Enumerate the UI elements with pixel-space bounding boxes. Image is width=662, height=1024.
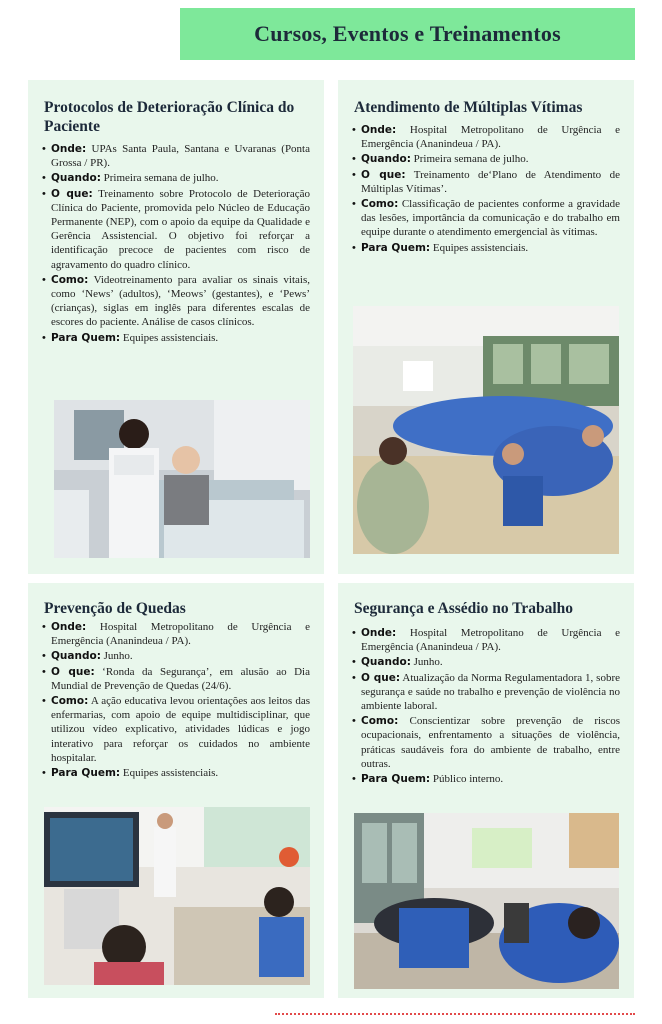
photo-children-game — [44, 807, 310, 985]
list-item: • O que: ‘Ronda da Segurança’, em alusão ao Dia Mundial de Prevenção de Quedas (24/6). — [42, 665, 310, 693]
photo-auditorium — [354, 813, 619, 989]
card-list — [352, 626, 620, 786]
list-item: • Como: A ação educativa levou orientações aos leitos das enfermarias, com apoio de equipe multidisciplinar, que utilizou vídeo explicativo, atividades lúdicas e jogo interativo para reforçar os cuidados no ambiente hospitalar. — [42, 694, 310, 765]
list-item: • Quando: Junho. — [42, 649, 310, 663]
list-item: • Quando: Junho. — [352, 655, 620, 669]
list-item: • O que: Atualização da Norma Regulamentadora 1, sobre segurança e saúde no trabalho e prevenção de violência no ambiente laboral. — [352, 671, 620, 714]
list-item: • Como: Conscientizar sobre prevenção de riscos ocupacionais, enfrentamento a situações de violência, práticas saudáveis fora do ambiente de trabalho, entre outras. — [352, 714, 620, 771]
list-item: • Onde: Hospital Metropolitano de Urgência e Emergência (Ananindeua / PA). — [352, 626, 620, 654]
list-item: • Onde: Hospital Metropolitano de Urgência e Emergência (Ananindeua / PA). — [352, 123, 620, 151]
list-item: • Para Quem: Equipes assistenciais. — [352, 241, 620, 255]
list-item: • Para Quem: Equipes assistenciais. — [42, 766, 310, 780]
card-title: Segurança e Assédio no Trabalho — [354, 600, 574, 617]
list-item: • O que: Treinamento de‘Plano de Atendimento de Múltiplas Vítimas’. — [352, 168, 620, 196]
list-item: • Quando: Primeira semana de julho. — [42, 171, 310, 185]
footer-divider — [275, 1013, 635, 1015]
card-title: Prevenção de Quedas — [44, 600, 186, 617]
list-item: • O que: Treinamento sobre Protocolo de Deterioração Clínica do Paciente, promovida pelo Núcleo de Educação Permanente (NEP), com o apoio da equipe da Qualidade e Gerência Assistencial. O objetivo foi reforçar a identificação precoce de pacientes com risco de agravamento do quadro clínico. — [42, 187, 310, 272]
list-item: • Como: Videotreinamento para avaliar os sinais vitais, como ‘News’ (adultos), ‘Meows’ (gestantes), e ‘Pews’ (crianças), siglas em inglês para diferentes escalas de escores do paciente. Análise de casos clínicos. — [42, 273, 310, 330]
photo-training-patient — [54, 400, 310, 558]
card-list — [42, 142, 310, 345]
list-item: • Para Quem: Público interno. — [352, 772, 620, 786]
photo-classroom-nurses — [353, 306, 619, 554]
list-item: • Como: Classificação de pacientes conforme a gravidade das lesões, importância da comunicação e do trabalho em equipe durante o atendimento emergencial às vítimas. — [352, 197, 620, 240]
card-list — [352, 123, 620, 255]
card-list — [42, 620, 310, 780]
list-item: • Onde: UPAs Santa Paula, Santana e Uvaranas (Ponta Grossa / PR). — [42, 142, 310, 170]
card-title: Atendimento de Múltiplas Vítimas — [354, 99, 583, 116]
header-banner — [180, 8, 635, 60]
list-item: • Quando: Primeira semana de julho. — [352, 152, 620, 166]
page-title: Cursos, Eventos e Treinamentos — [254, 21, 561, 46]
card-title: Protocolos de Deterioração Clínica do Paciente — [44, 99, 295, 135]
list-item: • Onde: Hospital Metropolitano de Urgência e Emergência (Ananindeua / PA). — [42, 620, 310, 648]
list-item: • Para Quem: Equipes assistenciais. — [42, 331, 310, 345]
